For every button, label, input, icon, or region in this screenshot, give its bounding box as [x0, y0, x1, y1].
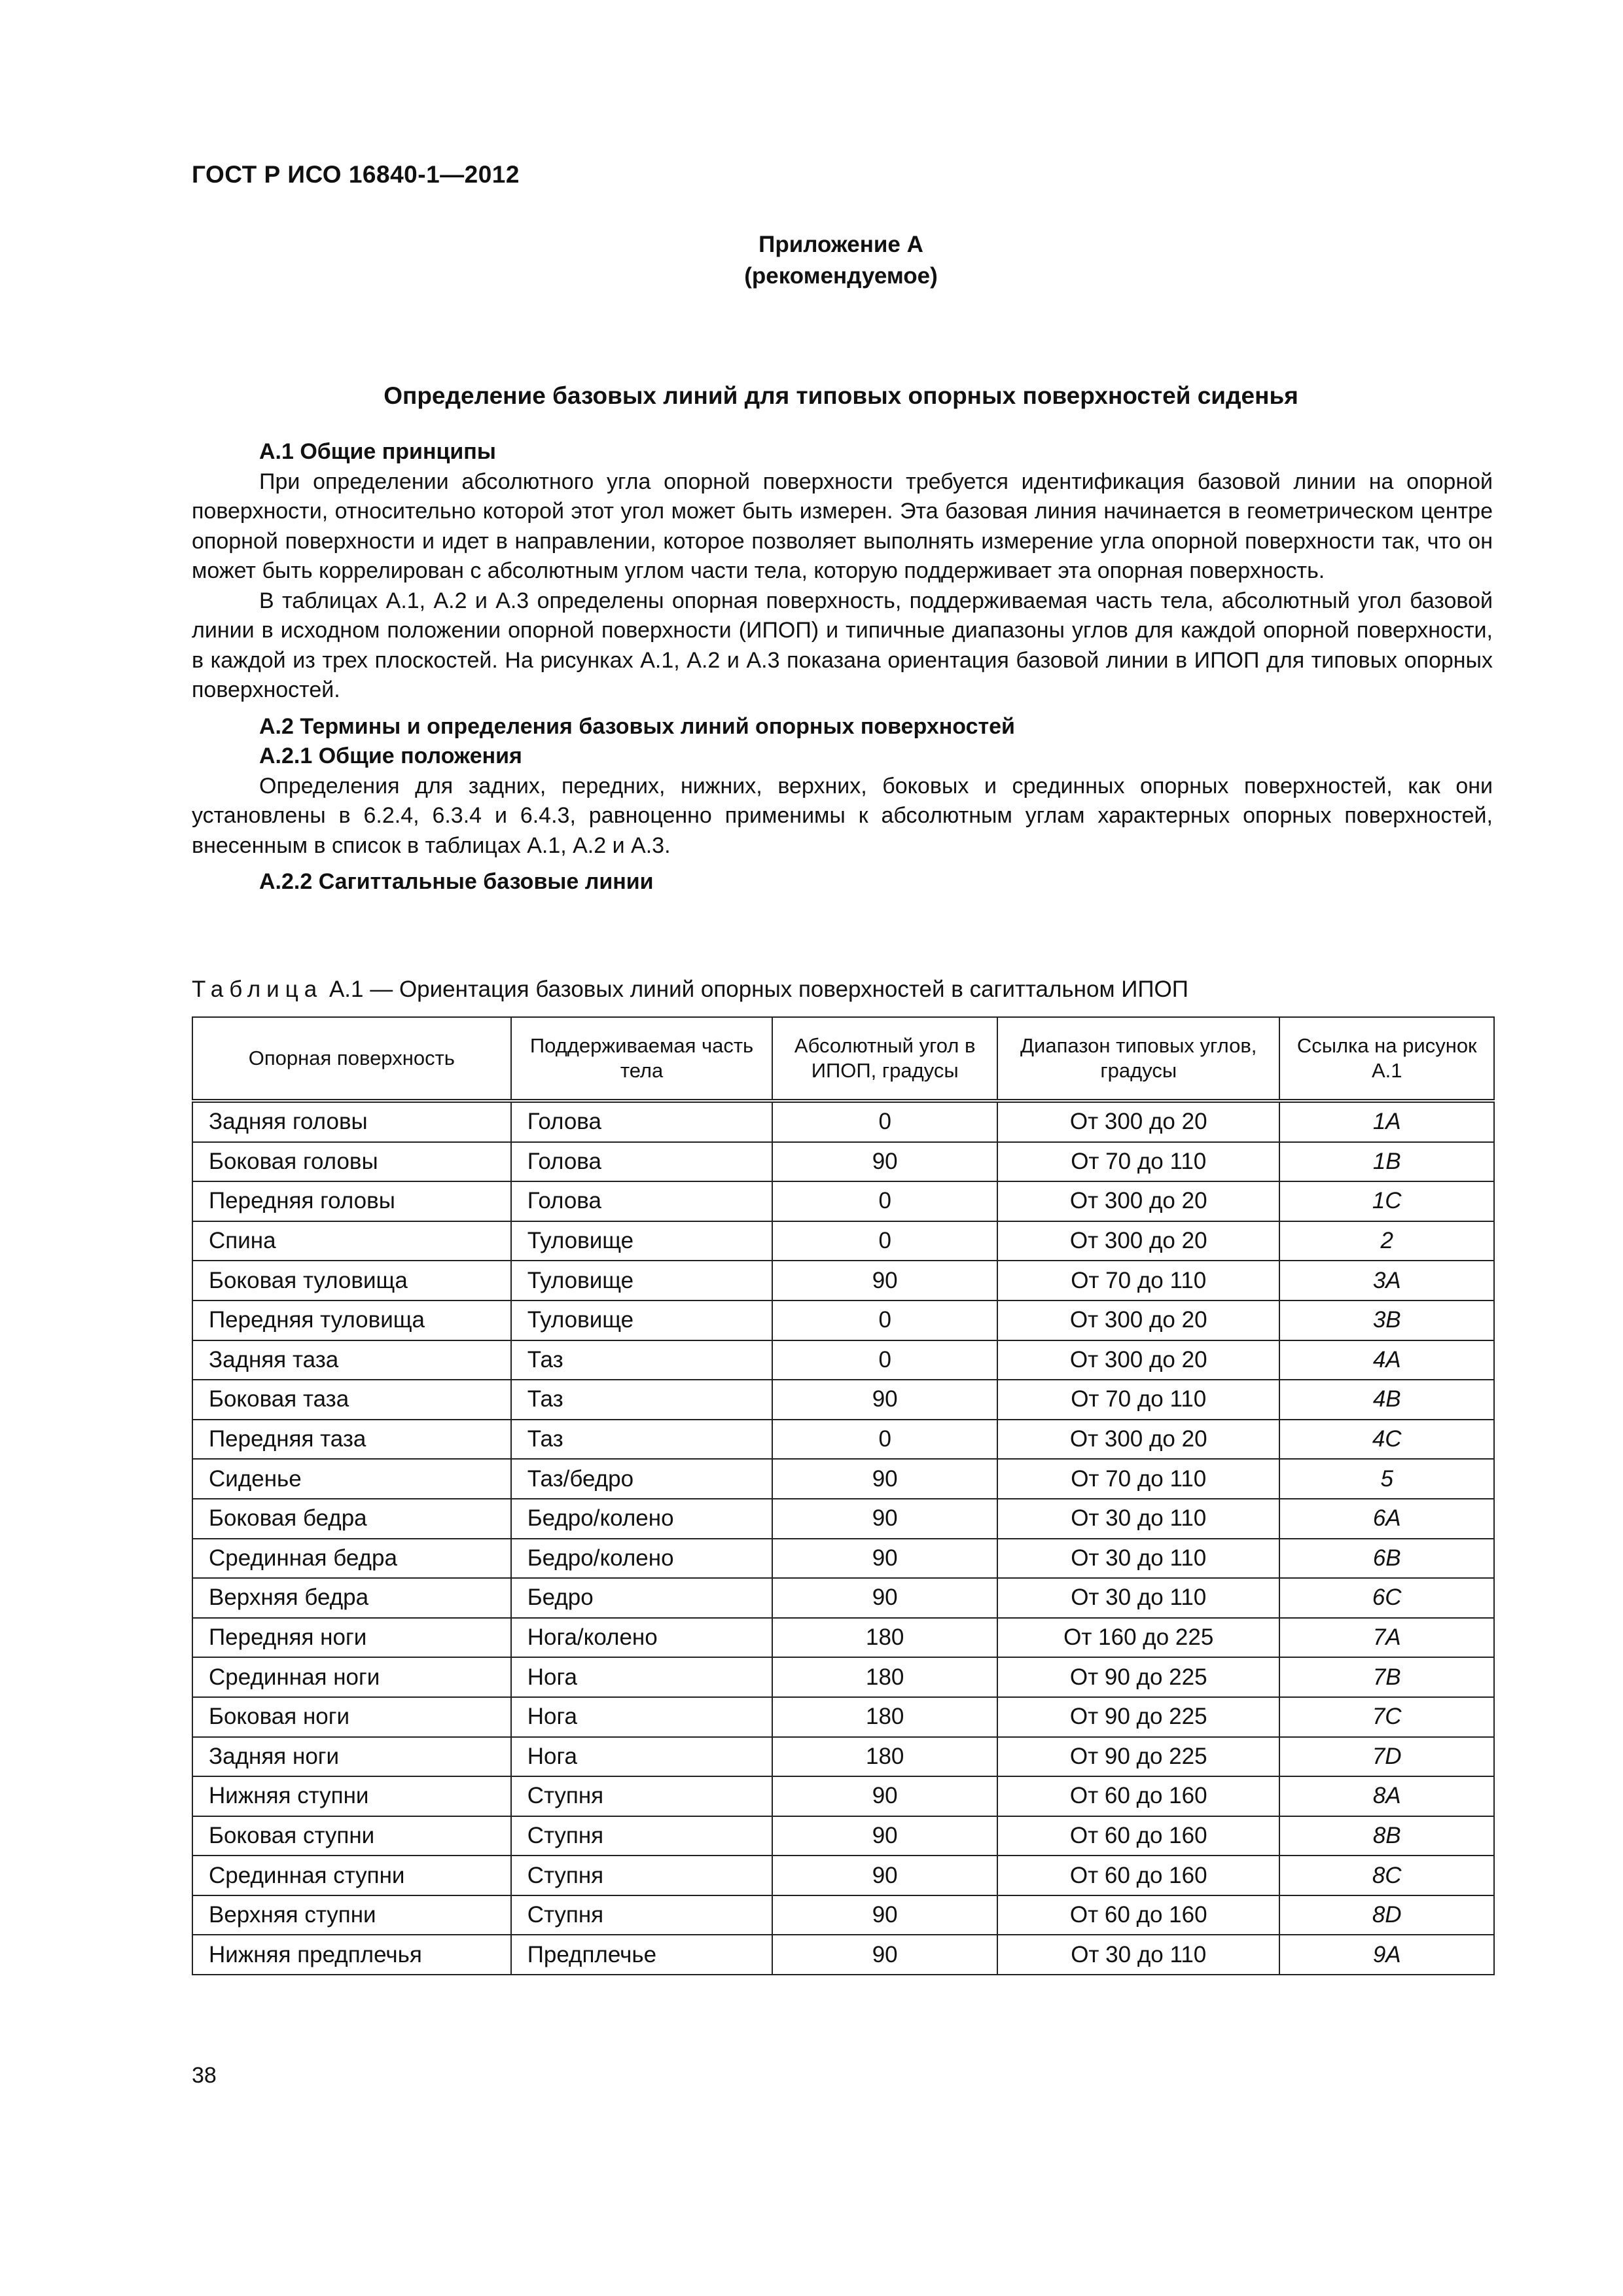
table-cell: От 300 до 20 [997, 1181, 1279, 1221]
table-cell: 90 [772, 1499, 997, 1539]
table-cell: 90 [772, 1380, 997, 1420]
table-row [192, 1340, 1494, 1380]
table-cell: От 30 до 110 [997, 1578, 1279, 1618]
table-cell: Ступня [511, 1856, 773, 1895]
column-header: Диапазон типовых углов, градусы [997, 1017, 1279, 1101]
table-cell: Передняя головы [192, 1181, 511, 1221]
section-heading: А.2 Термины и определения базовых линий опорных поверхностей [259, 713, 1015, 739]
table-cell: Нога [511, 1737, 773, 1777]
table-cell: Боковая таза [192, 1380, 511, 1420]
table-cell: От 300 до 20 [997, 1420, 1279, 1460]
table-cell: Сиденье [192, 1459, 511, 1499]
table-row [192, 1697, 1494, 1737]
table-cell: 180 [772, 1737, 997, 1777]
page-number: 38 [192, 2063, 217, 2088]
table-cell: Задняя таза [192, 1340, 511, 1380]
table-cell: От 90 до 225 [997, 1737, 1279, 1777]
table-cell: 180 [772, 1618, 997, 1658]
table-cell: Таз [511, 1340, 773, 1380]
table-cell: Бедро/колено [511, 1539, 773, 1579]
table-cell: 0 [772, 1420, 997, 1460]
table-cell: Голова [511, 1142, 773, 1182]
table-cell: 90 [772, 1895, 997, 1935]
table-cell: Задняя головы [192, 1101, 511, 1142]
table-cell: 7D [1279, 1737, 1494, 1777]
table-cell: 8D [1279, 1895, 1494, 1935]
table-cell: Бедро/колено [511, 1499, 773, 1539]
annex-status: (рекомендуемое) [744, 263, 938, 289]
table-cell: 90 [772, 1539, 997, 1579]
table-cell: 0 [772, 1181, 997, 1221]
table-cell: 8B [1279, 1816, 1494, 1856]
table-cell: 90 [772, 1578, 997, 1618]
table-cell: 0 [772, 1221, 997, 1261]
table-cell: Голова [511, 1181, 773, 1221]
document-code: ГОСТ Р ИСО 16840-1—2012 [192, 161, 520, 188]
column-header: Опорная поверхность [192, 1017, 511, 1101]
table-cell: От 70 до 110 [997, 1380, 1279, 1420]
table-cell: Боковая бедра [192, 1499, 511, 1539]
paragraph: При определении абсолютного угла опорной поверхности требуется идентификация базовой линии на опорной поверхности, относительно которой этот угол может быть измерен. Эта базовая линия начинается в геометрическом центре опорной поверхности и идет в направлении, которое позволяет выполнять измерение угла опорной поверхности так, что он может быть коррелирован с абсолютным углом части тела, которую поддерживает эта опорная поверхность. [192, 469, 1493, 583]
table-cell: От 70 до 110 [997, 1261, 1279, 1300]
section-heading: А.2.2 Сагиттальные базовые линии [259, 869, 654, 894]
table-cell: От 70 до 110 [997, 1142, 1279, 1182]
section-heading: А.1 Общие принципы [259, 439, 496, 464]
table-cell: Таз [511, 1420, 773, 1460]
column-header: Ссылка на рисунок А.1 [1279, 1017, 1494, 1101]
table-cell: 2 [1279, 1221, 1494, 1261]
table-cell: 4C [1279, 1420, 1494, 1460]
table-row [192, 1420, 1494, 1460]
table-cell: 5 [1279, 1459, 1494, 1499]
table-cell: Туловище [511, 1221, 773, 1261]
table-cell: 1C [1279, 1181, 1494, 1221]
section-heading: А.2.1 Общие положения [259, 744, 522, 768]
table-cell: Срединная ступни [192, 1856, 511, 1895]
table-cell: 3A [1279, 1261, 1494, 1300]
table-cell: Передняя таза [192, 1420, 511, 1460]
table-cell: От 30 до 110 [997, 1935, 1279, 1975]
table-cell: Таз [511, 1380, 773, 1420]
table-row [192, 1539, 1494, 1579]
table-cell: 1A [1279, 1101, 1494, 1142]
table-row [192, 1142, 1494, 1182]
table-cell: 90 [772, 1776, 997, 1816]
table-row [192, 1618, 1494, 1658]
paragraph: В таблицах А.1, А.2 и А.3 определены опорная поверхность, поддерживаемая часть тела, абсолютный угол базовой линии в исходном положении опорной поверхности (ИПОП) и типичные диапазоны углов для каждой опорной поверхности, в каждой из трех плоскостей. На рисунках А.1, А.2 и А.3 показана ориентация базовой линии в ИПОП для типовых опорных поверхностей. [192, 588, 1493, 702]
table-cell: Ступня [511, 1895, 773, 1935]
table-cell: Таз/бедро [511, 1459, 773, 1499]
table-cell: Задняя ноги [192, 1737, 511, 1777]
table-cell: 6B [1279, 1539, 1494, 1579]
table-cell: От 300 до 20 [997, 1101, 1279, 1142]
table-row [192, 1895, 1494, 1935]
table-row [192, 1181, 1494, 1221]
table-cell: Передняя туловища [192, 1300, 511, 1340]
table-cell: 7B [1279, 1657, 1494, 1697]
table-cell: От 60 до 160 [997, 1895, 1279, 1935]
table-row [192, 1101, 1494, 1142]
table-row [192, 1856, 1494, 1895]
table-cell: 90 [772, 1142, 997, 1182]
table-row [192, 1380, 1494, 1420]
table-cell: 8A [1279, 1776, 1494, 1816]
table-cell: 9A [1279, 1935, 1494, 1975]
table-cell: От 90 до 225 [997, 1697, 1279, 1737]
table-row [192, 1657, 1494, 1697]
table-cell: Верхняя ступни [192, 1895, 511, 1935]
table-cell: Срединная бедра [192, 1539, 511, 1579]
table-body [192, 1101, 1494, 1975]
annex-title: Приложение А [758, 232, 923, 257]
table-row [192, 1261, 1494, 1300]
table-cell: От 160 до 225 [997, 1618, 1279, 1658]
table-caption [192, 977, 1188, 1003]
table-cell: 1B [1279, 1142, 1494, 1182]
table-cell: Боковая ступни [192, 1816, 511, 1856]
column-header: Абсолютный угол в ИПОП, градусы [772, 1017, 997, 1101]
orientation-table [192, 1016, 1495, 1975]
table-cell: Передняя ноги [192, 1618, 511, 1658]
table-cell: Верхняя бедра [192, 1578, 511, 1618]
table-cell: От 70 до 110 [997, 1459, 1279, 1499]
table-cell: 90 [772, 1856, 997, 1895]
annex-heading [0, 229, 1623, 292]
table-cell: 0 [772, 1101, 997, 1142]
table-cell: 6A [1279, 1499, 1494, 1539]
table-cell: Ступня [511, 1776, 773, 1816]
table-row [192, 1816, 1494, 1856]
table-cell: Ступня [511, 1816, 773, 1856]
column-header: Поддерживаемая часть тела [511, 1017, 773, 1101]
table-cell: 4A [1279, 1340, 1494, 1380]
table-cell: От 300 до 20 [997, 1221, 1279, 1261]
table-cell: 180 [772, 1657, 997, 1697]
body-text [192, 437, 1493, 897]
table-row [192, 1935, 1494, 1975]
table-cell: Голова [511, 1101, 773, 1142]
table-caption-label: Таблица [192, 977, 323, 1002]
table-cell: От 30 до 110 [997, 1499, 1279, 1539]
table-cell: Боковая ноги [192, 1697, 511, 1737]
table-cell: 4B [1279, 1380, 1494, 1420]
table-row [192, 1737, 1494, 1777]
table-cell: 180 [772, 1697, 997, 1737]
table-cell: Туловище [511, 1300, 773, 1340]
table-cell: 90 [772, 1459, 997, 1499]
table-cell: От 30 до 110 [997, 1539, 1279, 1579]
table-cell: 90 [772, 1816, 997, 1856]
table-cell: Нижняя ступни [192, 1776, 511, 1816]
table-cell: Боковая туловища [192, 1261, 511, 1300]
table-header-row [192, 1017, 1494, 1101]
table-cell: Нога/колено [511, 1618, 773, 1658]
table-cell: 3B [1279, 1300, 1494, 1340]
table-cell: Туловище [511, 1261, 773, 1300]
table-cell: От 60 до 160 [997, 1776, 1279, 1816]
table-row [192, 1499, 1494, 1539]
table-row [192, 1300, 1494, 1340]
table-cell: От 60 до 160 [997, 1856, 1279, 1895]
table-cell: От 300 до 20 [997, 1340, 1279, 1380]
table-cell: Боковая головы [192, 1142, 511, 1182]
table-row [192, 1459, 1494, 1499]
table-cell: 90 [772, 1261, 997, 1300]
table-cell: Предплечье [511, 1935, 773, 1975]
table-cell: Нижняя предплечья [192, 1935, 511, 1975]
table-row [192, 1221, 1494, 1261]
main-title: Определение базовых линий для типовых опорных поверхностей сиденья [383, 382, 1298, 409]
table-cell: Спина [192, 1221, 511, 1261]
table-cell: 7A [1279, 1618, 1494, 1658]
table-cell: От 90 до 225 [997, 1657, 1279, 1697]
table-row [192, 1578, 1494, 1618]
table-cell: 0 [772, 1340, 997, 1380]
table-cell: 90 [772, 1935, 997, 1975]
table-cell: 0 [772, 1300, 997, 1340]
table-cell: Нога [511, 1697, 773, 1737]
table-row [192, 1776, 1494, 1816]
table-cell: Бедро [511, 1578, 773, 1618]
table-cell: 6C [1279, 1578, 1494, 1618]
table-cell: Нога [511, 1657, 773, 1697]
paragraph: Определения для задних, передних, нижних, верхних, боковых и срединных опорных поверхностей, как они установлены в 6.2.4, 6.3.4 и 6.4.3, равноценно применимы к абсолютным углам характерных опорных поверхностей, внесенным в список в таблицах А.1, А.2 и А.3. [192, 773, 1493, 858]
table-caption-text: А.1 — Ориентация базовых линий опорных поверхностей в сагиттальном ИПОП [323, 977, 1188, 1002]
table-cell: От 60 до 160 [997, 1816, 1279, 1856]
table-cell: От 300 до 20 [997, 1300, 1279, 1340]
table-cell: 7C [1279, 1697, 1494, 1737]
table-cell: Срединная ноги [192, 1657, 511, 1697]
table-cell: 8C [1279, 1856, 1494, 1895]
